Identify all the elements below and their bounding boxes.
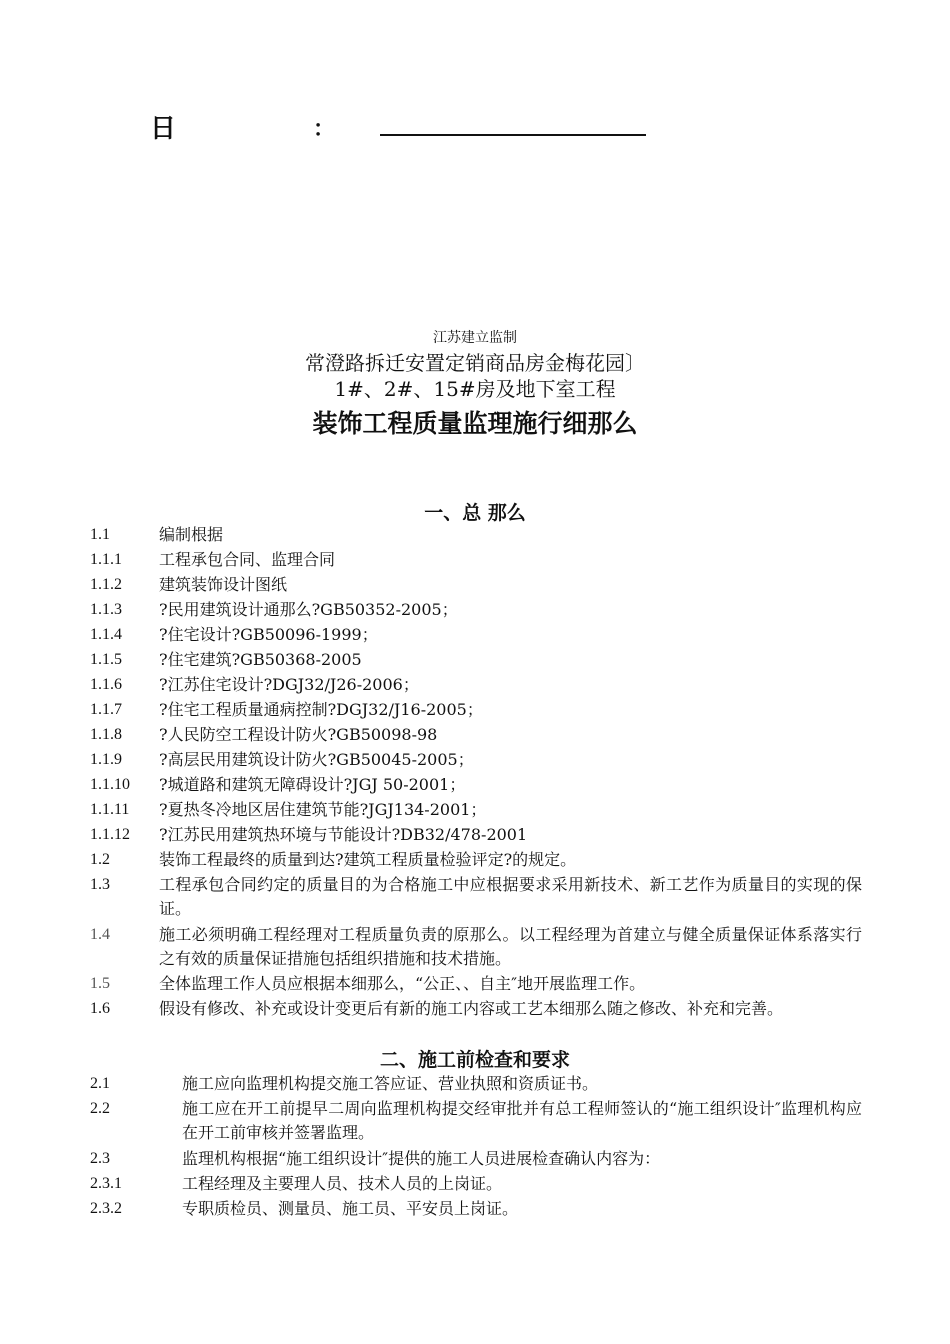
- item-text: 编制根据: [159, 525, 224, 544]
- item-text: 施工应在开工前提早二周向监理机构提交经审批并有总工程师签认的“施工组织设计″监理机构应在开工前审核并签署监理。: [182, 1099, 862, 1142]
- section2-heading: 二、施工前检查和要求: [379, 1049, 570, 1071]
- item-text: 装饰工程最终的质量到达?建筑工程质量检验评定?的规定。: [159, 850, 577, 869]
- item-number: 1.1.10: [90, 776, 130, 793]
- item-text: 施工应向监理机构提交施工答应证、营业执照和资质证书。: [182, 1074, 599, 1093]
- item-text: 工程经理及主要理人员、技术人员的上岗证。: [182, 1174, 503, 1193]
- item-text: ?江苏民用建筑热环境与节能设计?DB32/478-2001: [159, 825, 528, 844]
- project-name-line2: 1#、2#、15#房及地下室工程: [334, 377, 616, 401]
- item-number: 1.6: [90, 1000, 110, 1017]
- date-colon: ：: [313, 116, 336, 142]
- item-number: 1.1: [90, 526, 110, 543]
- item-text: ?江苏住宅设计?DGJ32/J26-2006；: [159, 675, 419, 694]
- item-text: 监理机构根据“施工组织设计″提供的施工人员进展检查确认内容为：: [182, 1149, 661, 1168]
- item-number: 1.1.12: [90, 826, 130, 843]
- item-text: ?民用建筑设计通那么?GB50352-2005；: [159, 600, 458, 619]
- date-label: 日: [150, 114, 177, 144]
- item-number: 1.1.1: [90, 551, 122, 568]
- item-number: 1.5: [90, 975, 110, 992]
- item-number: 1.4: [90, 926, 110, 943]
- item-text: ?城道路和建筑无障碍设计?JGJ 50-2001；: [159, 775, 466, 794]
- item-number: 1.1.3: [90, 601, 122, 618]
- item-number: 1.1.8: [90, 726, 122, 743]
- item-text: 工程承包合同、监理合同: [159, 550, 336, 569]
- item-number: 1.1.4: [90, 626, 122, 643]
- item-text: ?住宅工程质量通病控制?DGJ32/J16-2005；: [159, 700, 483, 719]
- date-row: [0, 108, 950, 148]
- item-number: 1.3: [90, 876, 110, 893]
- item-number: 1.2: [90, 851, 110, 868]
- item-number: 2.1: [90, 1075, 110, 1092]
- supervisor-name: 江苏建立监制: [433, 330, 517, 346]
- item-number: 1.1.5: [90, 651, 122, 668]
- item-text: ?住宅设计?GB50096-1999；: [159, 625, 378, 644]
- project-name-line1: 常澄路拆迁安置定销商品房金梅花园〕: [305, 351, 645, 375]
- item-number: 2.3.1: [90, 1175, 122, 1192]
- date-blank-line: [380, 134, 646, 136]
- item-text: ?高层民用建筑设计防火?GB50045-2005；: [159, 750, 474, 769]
- item-text: 假设有修改、补充或设计变更后有新的施工内容或工艺本细那么随之修改、补充和完善。: [159, 999, 784, 1018]
- document-title: 装饰工程质量监理施行细那么: [312, 409, 638, 438]
- item-number: 1.1.7: [90, 701, 122, 718]
- item-number: 2.3.2: [90, 1200, 122, 1217]
- item-text: 建筑装饰设计图纸: [159, 575, 288, 594]
- item-number: 1.1.6: [90, 676, 122, 693]
- item-text: ?住宅建筑?GB50368-2005: [159, 650, 362, 669]
- item-text: 专职质检员、测量员、施工员、平安员上岗证。: [182, 1199, 519, 1218]
- item-text: 施工必须明确工程经理对工程质量负责的原那么。以工程经理为首建立与健全质量保证体系落实行之有效的质量保证措施包括组织措施和技术措施。: [159, 925, 862, 968]
- item-number: 1.1.2: [90, 576, 122, 593]
- item-number: 1.1.9: [90, 751, 122, 768]
- item-number: 2.3: [90, 1150, 110, 1167]
- item-text: ?人民防空工程设计防火?GB50098-98: [159, 725, 438, 744]
- item-text: 全体监理工作人员应根据本细那么，“公正、、自主″地开展监理工作。: [159, 974, 646, 993]
- item-text: ?夏热冬冷地区居住建筑节能?JGJ134-2001；: [159, 800, 487, 819]
- section1-heading: 一、总 那么: [424, 502, 526, 524]
- item-number: 1.1.11: [90, 801, 130, 818]
- item-text: 工程承包合同约定的质量目的为合格施工中应根据要求采用新技术、新工艺作为质量目的实现的保证。: [159, 875, 862, 918]
- item-number: 2.2: [90, 1100, 110, 1117]
